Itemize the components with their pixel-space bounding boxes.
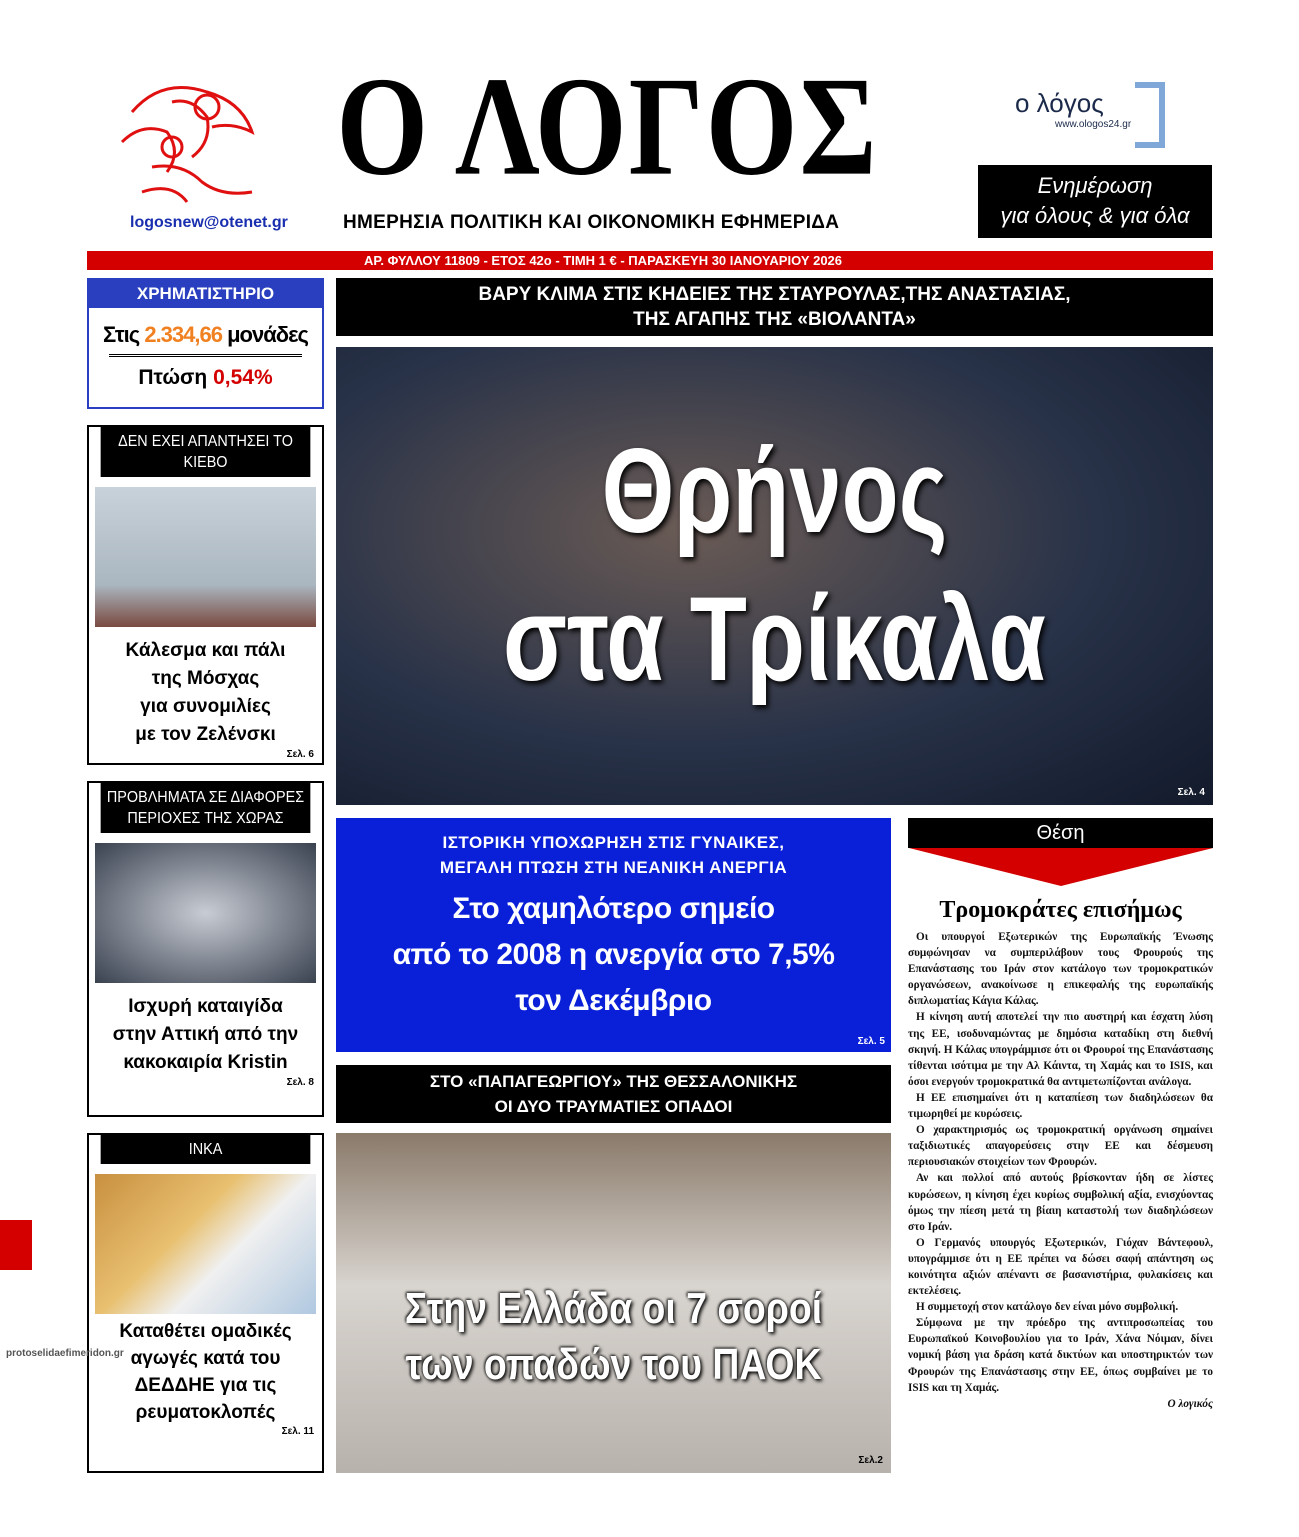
- story-kicker: ΙΣΤΟΡΙΚΗ ΥΠΟΧΩΡΗΣΗ ΣΤΙΣ ΓΥΝΑΙΚΕΣ, ΜΕΓΑΛΗ ΠΤΩΣΗ ΣΤΗ ΝΕΑΝΙΚΗ ΑΝΕΡΓΙΑ: [439, 833, 788, 877]
- ologos24-logo[interactable]: [1015, 88, 1131, 130]
- lead-kicker: ΒΑΡΥ ΚΛΙΜΑ ΣΤΙΣ ΚΗΔΕΙΕΣ ΤΗΣ ΣΤΑΥΡΟΥΛΑΣ,ΤΗΣ ΑΝΑΣΤΑΣΙΑΣ, ΤΗΣ ΑΓΑΠΗΣ ΤΗΣ «ΒΙΟΛΑΝΤΑ»: [336, 278, 1213, 336]
- stock-index-line: [89, 322, 322, 348]
- opinion-signature: Ο λογικός: [1167, 1397, 1213, 1410]
- lead-photo[interactable]: [336, 347, 1213, 805]
- page-ref: Σελ.2: [858, 1455, 883, 1466]
- stock-suffix: μονάδες: [227, 322, 308, 347]
- story-headline: Στο χαμηλότερο σημείο από το 2008 η ανεργία στο 7,5% τον Δεκέμβριο: [392, 892, 835, 1017]
- stock-prefix: Στις: [103, 322, 140, 347]
- page-ref: Σελ. 11: [281, 1426, 314, 1437]
- issue-bar: ΑΡ. ΦΥΛΛΟΥ 11809 - ΕΤΟΣ 42ο - ΤΙΜΗ 1 € - ΠΑΡΑΣΚΕΥΗ 30 ΙΑΝΟΥΑΡΙΟΥ 2026: [87, 251, 1213, 270]
- slogan-box: [978, 165, 1212, 238]
- stock-change-line: [89, 365, 322, 390]
- kremlin-photo: [95, 487, 316, 627]
- page-ref: Σελ. 4: [1177, 787, 1205, 798]
- page-ref: Σελ. 6: [286, 749, 314, 760]
- red-arrow-icon: [909, 848, 1213, 886]
- site-url[interactable]: www.ologos24.gr: [1055, 119, 1132, 130]
- story-headline: Ισχυρή καταιγίδα στην Αττική από την κακοκαιρία Kristin: [112, 996, 299, 1073]
- unemployment-story[interactable]: [336, 818, 891, 1052]
- stock-value: 2.334,66: [144, 322, 222, 347]
- paok-photo[interactable]: [336, 1133, 891, 1473]
- logo-24-mark-icon: [1135, 82, 1165, 148]
- stock-market-box: [87, 278, 324, 409]
- paok-kicker: ΣΤΟ «ΠΑΠΑΓΕΩΡΓΙΟΥ» ΤΗΣ ΘΕΣΣΑΛΟΝΙΚΗΣ ΟΙ ΔΥΟ ΤΡΑΥΜΑΤΙΕΣ ΟΠΑΔΟΙ: [336, 1065, 891, 1123]
- opinion-tab: Θέση: [908, 818, 1213, 848]
- watermark: protoselidaefimeridon.gr: [6, 1348, 124, 1359]
- slogan-line: Ενημέρωση: [1037, 173, 1153, 198]
- banknotes-photo: [95, 1174, 316, 1314]
- story-heading: ΠΡΟΒΛΗΜΑΤΑ ΣΕ ΔΙΑΦΟΡΕΣ ΠΕΡΙΟΧΕΣ ΤΗΣ ΧΩΡΑΣ: [101, 783, 311, 833]
- stock-change: 0,54%: [213, 366, 273, 389]
- storm-photo: [95, 843, 316, 983]
- opinion-header: [908, 818, 1213, 886]
- page-ref: Σελ. 5: [857, 1036, 885, 1047]
- story-heading: ΙΝΚΑ: [101, 1135, 311, 1164]
- site-name: ο λόγος: [1015, 88, 1104, 118]
- sidebar-story-storm[interactable]: [87, 781, 324, 1117]
- stock-title: ΧΡΗΜΑΤΙΣΤΗΡΙΟ: [89, 280, 322, 308]
- opinion-title[interactable]: Τρομοκράτες επισήμως: [939, 897, 1182, 923]
- lead-headline: Θρήνος στα Τρίκαλα: [503, 424, 1046, 706]
- stock-change-label: Πτώση: [138, 366, 208, 389]
- story-headline: Καταθέτει ομαδικές αγωγές κατά του ΔΕΔΔΗΕ για τις ρευματοκλοπές: [119, 1321, 292, 1423]
- sidebar-story-inka[interactable]: [87, 1133, 324, 1473]
- story-heading: ΔΕΝ ΕΧΕΙ ΑΠΑΝΤΗΣΕΙ ΤΟ ΚΙΕΒΟ: [101, 427, 311, 477]
- masthead: Ο ΛΟΓΟΣ: [336, 47, 879, 205]
- page-ref: Σελ. 8: [286, 1077, 314, 1088]
- contact-email[interactable]: logosnew@otenet.gr: [130, 214, 288, 231]
- divider: [109, 354, 302, 359]
- opinion-body: Οι υπουργοί Εξωτερικών της Ευρωπαϊκής Ένωσης συμφώνησαν να συμπεριλάβουν τους Φρουρούς της Επανάστασης του Ιράν στον κατάλογο των τρομοκρατικών οργανώσεων, ανακοίνωσε η επικεφαλής της ευρωπαϊκής διπλωματίας Κάγια Κάλας. Η κίνηση αυτή αποτελεί την πιο αυστηρή και έσχατη λύση της ΕΕ, ισοδυναμώντας με δημόσια καταδίκη στη διεθνή σκηνή. Η Κάλας υπογράμμισε ότι οι Φρουροί της Επανάστασης τίθενται ισότιμα με την Αλ Κάιντα, τη Χαμάς και το ISIS, και όσοι ενεργούν τρομοκρατικά θα αντιμετωπίζονται ανάλογα. Η ΕΕ επισημαίνει ότι η καταπίεση των διαδηλώσεων θα τιμωρηθεί με κυρώσεις. Ο χαρακτηρισμός ως τρομοκρατική οργάνωση σημαίνει ταξιδιωτικές απαγορεύσεις στην ΕΕ και δέσμευση περιουσιακών στοιχείων των Φρουρών. Αν και πολλοί από αυτούς βρίσκονταν ήδη σε λίστες κυρώσεων, η κίνηση έχει κυρίως συμβολική αξία, ενισχύοντας όμως την πίεση μετά τη βίαιη καταστολή των διαδηλώσεων στο Ιράν. Ο Γερμανός υπουργός Εξωτερικών, Γιόχαν Βάντεφουλ, υπογράμμισε ότι η ΕΕ πρέπει να δώσει σαφή απάντηση ως κοινότητα αξιών απέναντι σε βασανιστήρια, φυλακίσεις και εκτελέσεις. Η συμμετοχή στον κατάλογο δεν είναι μόνο συμβολική. Σύμφωνα με την πρόεδρο της αντιπροσωπείας του Ευρωπαϊκού Κοινοβουλίου για το Ιράν, Χάνα Νόιμαν, δίνει νομική βάση για δράση κατά δικτύων και υποστηρικτών των Φρουρών της Επανάστασης στην ΕΕ, όπως συμβαίνει με το ISIS και τη Χαμάς. Ο λογικός: [908, 929, 1213, 1412]
- sidebar-story-moscow[interactable]: [87, 425, 324, 765]
- red-edge-marker: [0, 1220, 32, 1270]
- slogan-line: για όλους & για όλα: [1000, 203, 1190, 228]
- paok-headline: Στην Ελλάδα οι 7 σοροί των οπαδών του ΠΑΟΚ: [404, 1284, 823, 1389]
- story-headline: Κάλεσμα και πάλι της Μόσχας για συνομιλίες με τον Ζελένσκι: [125, 640, 286, 745]
- newspaper-emblem-logo: [112, 72, 262, 207]
- masthead-subtitle: ΗΜΕΡΗΣΙΑ ΠΟΛΙΤΙΚΗ ΚΑΙ ΟΙΚΟΝΟΜΙΚΗ ΕΦΗΜΕΡΙΔΑ: [343, 212, 840, 233]
